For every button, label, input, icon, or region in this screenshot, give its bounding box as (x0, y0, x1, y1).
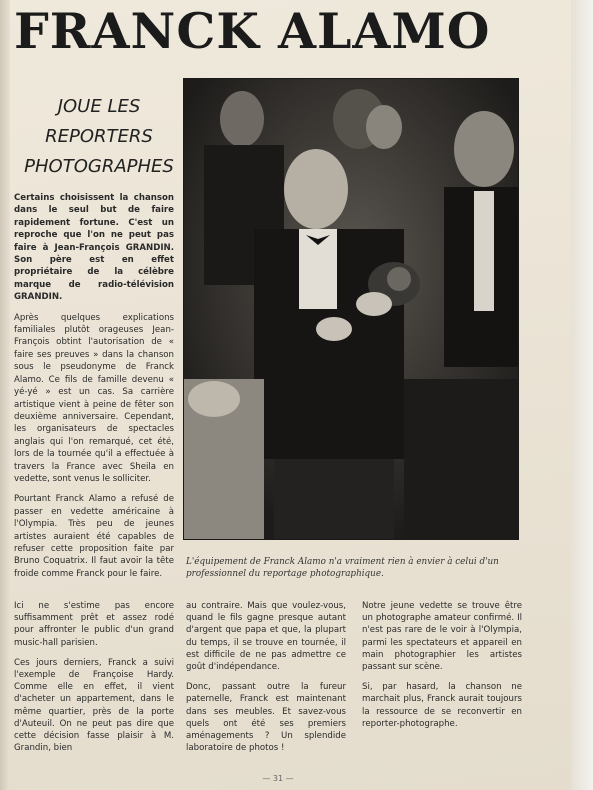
page-right-margin (571, 0, 593, 790)
bottom-column-3 (362, 600, 522, 730)
article-headline: FRANCK ALAMO (14, 2, 491, 60)
subhead-line: REPORTERS (45, 126, 153, 147)
body-paragraph: Donc, passant outre la fureur paternelle, Franck est maintenant dans ses meubles. Et savez-vous quels ont été ses premiers aménagements ? Un splendide laboratoire de photos ! (186, 682, 346, 754)
photo-caption: L'équipement de Franck Alamo n'a vraiment rien à envier à celui d'un professionnel du reportage photographique. (186, 557, 499, 579)
body-paragraph: Ici ne s'estime pas encore suffisamment prêt et assez rodé pour affronter le public d'un grand music-hall parisien. (14, 601, 174, 648)
article-subhead (24, 92, 174, 182)
subhead-line: JOUE LES (57, 96, 141, 117)
previous-page-edge (0, 0, 10, 790)
page-number: — 31 — (262, 774, 294, 783)
body-paragraph: Après quelques explications familiales plutôt orageuses Jean-François obtint l'autorisation de « faire ses preuves » dans la chanson sous le pseudonyme de Franck Alamo. Ce fils de famille devenu « yé-yé » est un cas. Sa carrière artistique vient à peine de fêter son deuxième anniversaire. Cependant, les organisateurs de spectacles anglais qui l'on remarqué, cet été, lors de la tournée qu'il a effectuée à travers la France avec Sheila en vedette, sont venus le solliciter. (14, 312, 174, 484)
left-column (14, 192, 174, 588)
body-paragraph: Notre jeune vedette se trouve être un photographe amateur confirmé. Il n'est pas rare de le voir à l'Olympia, parmi les spectateurs et appareil en main photographier les artistes passant sur scène. (362, 601, 522, 673)
article-photo (183, 78, 519, 540)
body-paragraph: Pourtant Franck Alamo a refusé de passer en vedette américaine à l'Olympia. Très peu de jeunes artistes auraient été capables de refuser cette proposition faite par Bruno Coquatrix. Il faut avoir la tête froide comme Franck pour le faire. (14, 494, 174, 579)
body-paragraph: au contraire. Mais que voulez-vous, quand le fils gagne presque autant d'argent que papa et que, la plupart du temps, il se trouve en tournée, il est difficile de ne pas admettre ce goût d'indépendance. (186, 601, 346, 673)
intro-paragraph: Certains choisissent la chanson dans le seul but de faire rapidement fortune. C'est un reproche que l'on ne peut pas faire à Jean-François GRANDIN. Son père est en effet propriétaire de la célèbre marque de radio-télévision GRANDIN. (14, 193, 174, 303)
body-paragraph: Si, par hasard, la chanson ne marchait plus, Franck aurait toujours la ressource de se reconvertir en reporter-photographe. (362, 682, 522, 729)
bottom-column-2 (186, 600, 346, 754)
subhead-line: PHOTOGRAPHES (24, 156, 174, 177)
bottom-column-1 (14, 600, 174, 754)
photo-crowd-illustration (184, 79, 519, 540)
body-paragraph: Ces jours derniers, Franck a suivi l'exemple de Françoise Hardy. Comme elle en effet, il vient d'acheter un appartement, dans le même quartier, près de la porte d'Auteuil. On ne peut pas dire que cette décision fasse plaisir à M. Grandin, bien (14, 657, 174, 754)
